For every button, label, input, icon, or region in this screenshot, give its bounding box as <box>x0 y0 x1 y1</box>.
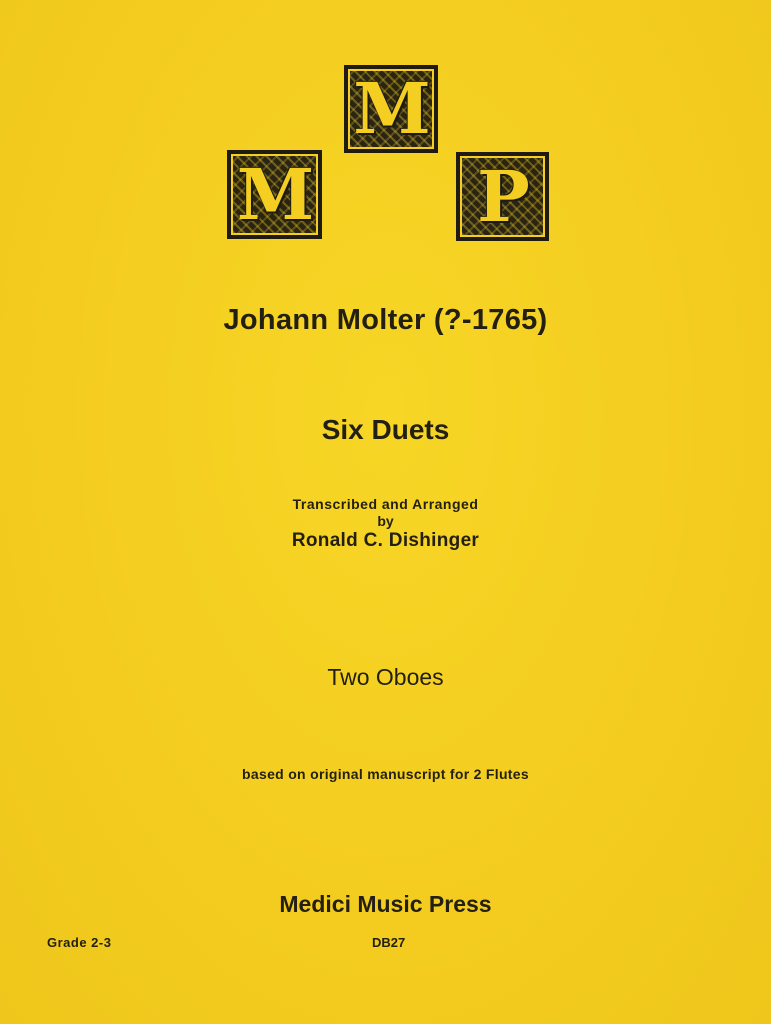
logo-ornament <box>348 69 434 149</box>
catalog-number: DB27 <box>372 935 406 950</box>
logo-letter-m-top: M <box>353 67 429 150</box>
logo-tile-p-right <box>456 152 549 241</box>
arrangement-credit-line: Transcribed and Arranged <box>292 496 479 512</box>
logo-ornament <box>460 156 545 237</box>
logo-letter-m-left: M <box>236 152 313 236</box>
publisher-name: Medici Music Press <box>279 891 492 917</box>
arranger-name: Ronald C. Dishinger <box>291 530 480 551</box>
composer-name: Johann Molter (?-1765) <box>223 304 548 336</box>
source-note: based on original manuscript for 2 Flutes <box>242 766 529 782</box>
logo-letter-p-right: P <box>477 154 528 238</box>
arrangement-by: by <box>377 513 394 529</box>
instrumentation: Two Oboes <box>327 664 444 690</box>
grade-level: Grade 2-3 <box>47 935 112 950</box>
logo-tile-m-left <box>227 150 322 239</box>
logo-ornament <box>231 154 318 235</box>
work-title: Six Duets <box>321 414 450 445</box>
logo-tile-m-top <box>344 65 438 153</box>
